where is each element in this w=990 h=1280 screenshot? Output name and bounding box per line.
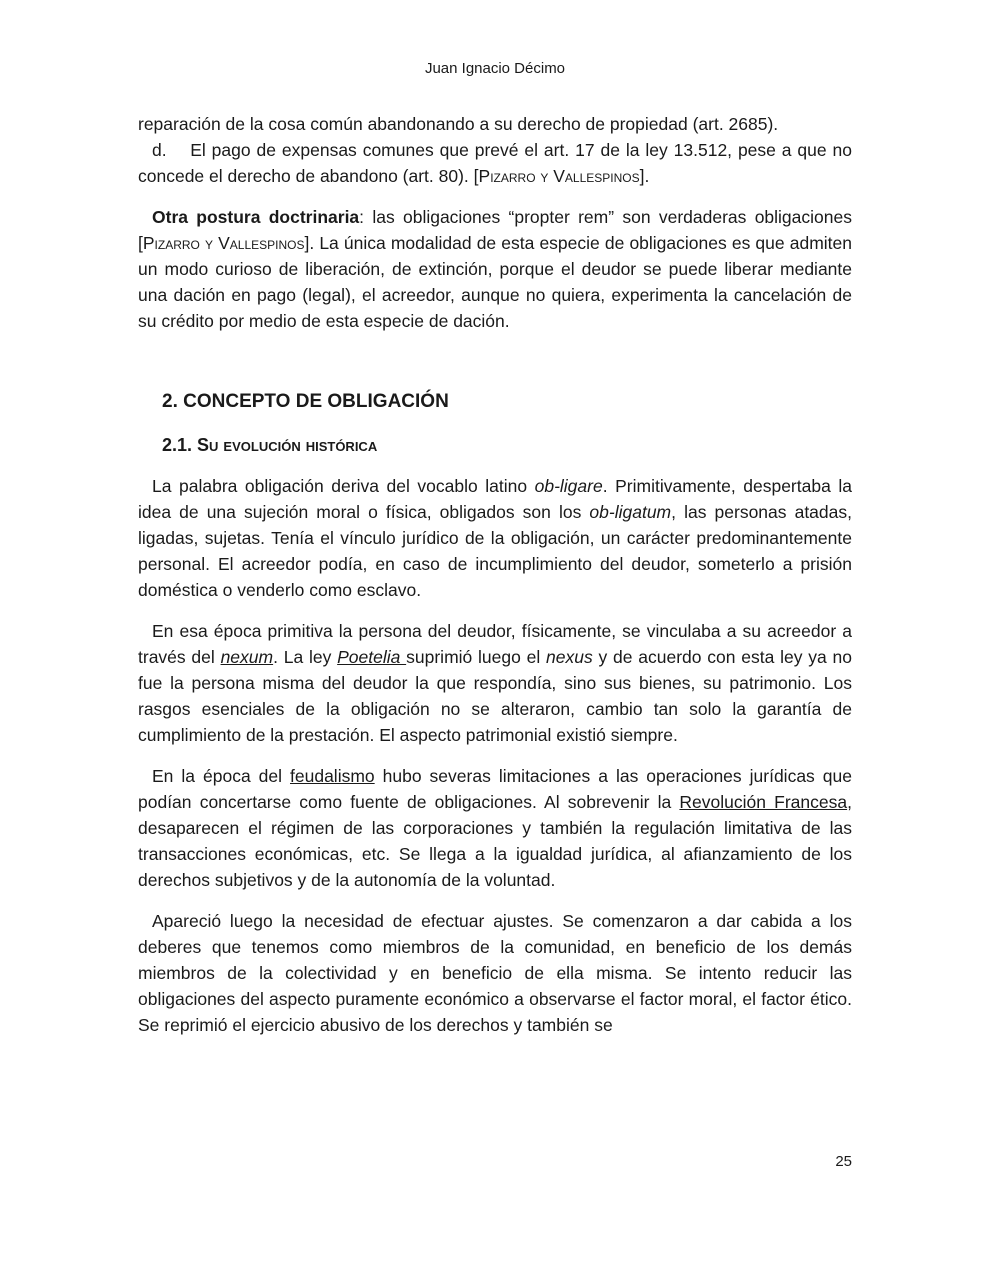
- text-run: , las personas atadas, ligadas, sujetas. Tenía el vínculo jurídico de la obligación, un carácter predominantemente personal. El acreedor podía, en caso de incumplimiento del deudor, someterlo a prisión doméstica o venderlo como esclavo.: [138, 502, 852, 600]
- text-run: hubo severas limitaciones a las operaciones jurídicas que podían concertarse como fuente de obligaciones. Al sobrevenir la: [138, 766, 852, 812]
- paragraph: [138, 763, 852, 893]
- paragraph: [138, 473, 852, 603]
- text-run: feudalismo: [290, 766, 375, 786]
- text-run: , desaparecen el régimen de las corporaciones y también la regulación limitativa de las transacciones económicas, etc. Se llega a la igualdad jurídica, al afianzamiento de los derechos subjetivos y de la autonomía de la voluntad.: [138, 792, 852, 890]
- text-run: En esa época primitiva la persona del deudor, físicamente, se vinculaba a su acreedor a través del: [138, 621, 852, 667]
- text-run: . Primitivamente, despertaba la idea de una sujeción moral o física, obligados son los: [138, 476, 852, 522]
- text-run: ].: [639, 166, 650, 186]
- text-run: suprimió luego el: [406, 647, 547, 667]
- text-run: Otra postura doctrinaria: [152, 207, 360, 227]
- text-run: nexum: [220, 647, 274, 667]
- text-run: Pizarro y Vallespinos: [478, 166, 640, 186]
- paragraph: [138, 111, 852, 137]
- text-run: . La ley: [273, 647, 338, 667]
- subsection-heading: 2.1. Su evolución histórica: [162, 435, 378, 455]
- page-number: 25: [835, 1153, 852, 1170]
- text-run: En la época del: [152, 766, 291, 786]
- paragraph: [138, 204, 852, 334]
- section-heading: 2. CONCEPTO DE OBLIGACIÓN: [162, 391, 449, 412]
- text-run: : las obligaciones “propter rem” son verdaderas obligaciones [: [138, 207, 852, 253]
- text-run: ob-ligatum: [589, 502, 672, 522]
- document-body: [138, 111, 852, 1038]
- text-run: La palabra obligación deriva del vocablo latino: [152, 476, 535, 496]
- paragraph: [138, 908, 852, 1038]
- text-run: Pizarro y Vallespinos: [142, 233, 305, 253]
- text-run: ob-ligare: [534, 476, 603, 496]
- text-run: reparación de la cosa común abandonando a su derecho de propiedad (art. 2685).: [138, 114, 779, 134]
- list-item-paragraph: [138, 137, 852, 189]
- text-run: Revolución Francesa: [679, 792, 848, 812]
- text-run: nexus: [546, 647, 593, 667]
- text-run: Apareció luego la necesidad de efectuar ajustes. Se comenzaron a dar cabida a los deberes que tenemos como miembros de la comunidad, en beneficio de los demás miembros de la colectividad y en beneficio de ella misma. Se intento reducir las obligaciones del aspecto puramente económico a observarse el factor moral, el factor ético. Se reprimió el ejercicio abusivo de los derechos y también se: [138, 911, 852, 1035]
- text-run: Poetelia: [337, 647, 407, 667]
- paragraph: [138, 618, 852, 748]
- running-header: Juan Ignacio Décimo: [424, 60, 566, 77]
- text-run: y de acuerdo con esta ley ya no fue la persona misma del deudor la que respondía, sino sus bienes, su patrimonio. Los rasgos esenciales de la obligación no se alteraron, cambio tan solo la garantía de cumplimiento de la prestación. El aspecto patrimonial existió siempre.: [138, 647, 852, 745]
- text-run: ]. La única modalidad de esta especie de obligaciones es que admiten un modo curioso de liberación, de extinción, porque el deudor se puede liberar mediante una dación en pago (legal), el acreedor, aunque no quiera, experimenta la cancelación de su crédito por medio de esta especie de dación.: [138, 233, 852, 331]
- text-run: d. El pago de expensas comunes que prevé el art. 17 de la ley 13.512, pese a que no concede el derecho de abandono (art. 80). [: [138, 140, 852, 186]
